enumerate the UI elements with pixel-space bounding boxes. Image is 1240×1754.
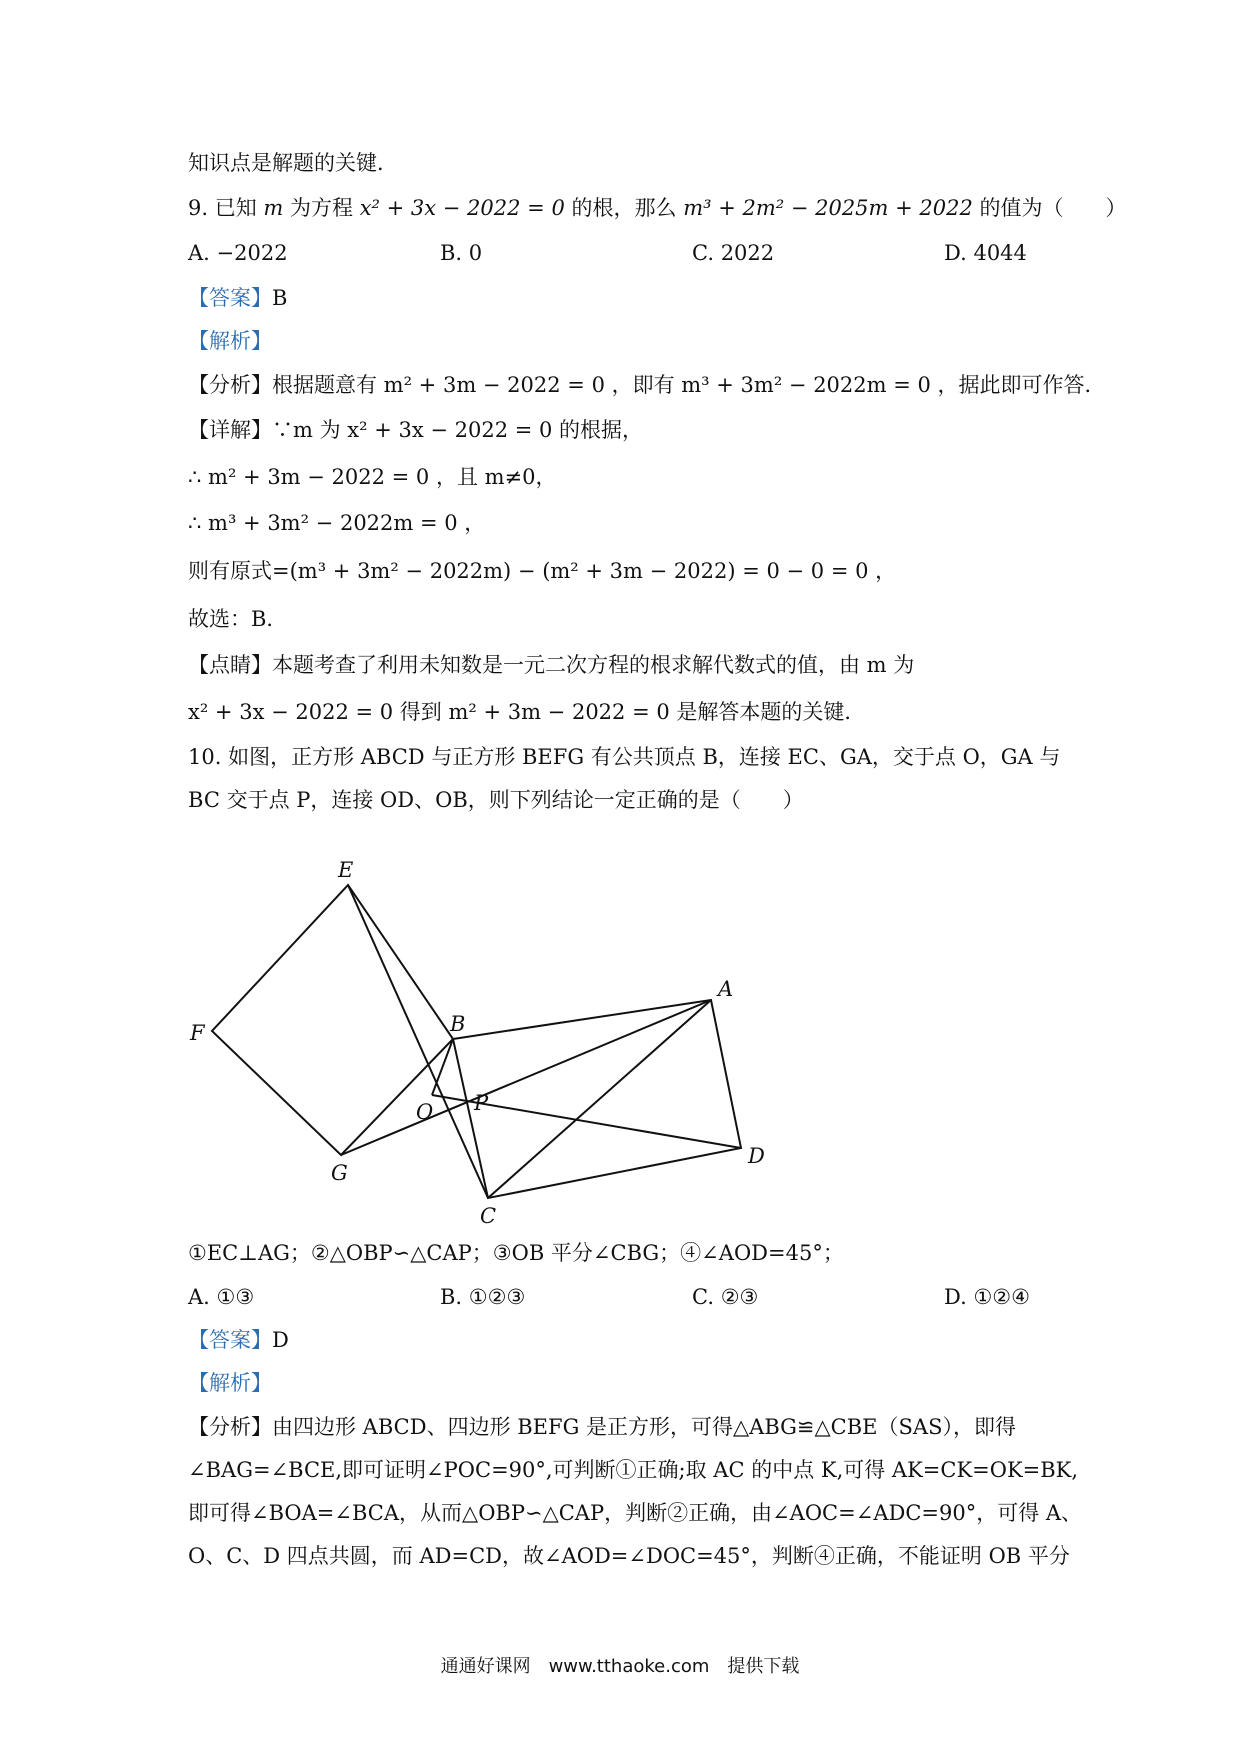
q10-statements: ①EC⊥AG；②△OBP∽△CAP；③OB 平分∠CBG；④∠AOD=45°； <box>188 1241 844 1265</box>
label-b: B <box>450 1012 466 1036</box>
label-a: A <box>718 977 734 1001</box>
q9-option-a: A. −2022 <box>188 241 288 265</box>
q9-expression: m³ + 2m² − 2025m + 2022 <box>683 196 973 220</box>
q10-fenxi-1: 【分析】由四边形 ABCD、四边形 BEFG 是正方形，可得△ABG≌△CBE（SAS），即得 <box>188 1415 1016 1439</box>
q9-option-b: B. 0 <box>440 241 483 265</box>
q10-answer: 【答案】D <box>188 1328 289 1352</box>
q9-equation: x² + 3x − 2022 = 0 <box>359 196 565 220</box>
q9-dianjing: 【点睛】本题考查了利用未知数是一元二次方程的根求解代数式的值，由 m 为 <box>188 653 915 677</box>
q9-answer: 【答案】B <box>188 286 288 310</box>
q10-stem-1: 10. 如图，正方形 ABCD 与正方形 BEFG 有公共顶点 B，连接 EC、GA，交于点 O，GA 与 <box>188 745 1061 769</box>
label-p: P <box>474 1091 489 1115</box>
q10-option-d: D. ①②④ <box>944 1285 1030 1309</box>
q10-option-a: A. ①③ <box>188 1285 255 1309</box>
label-o: O <box>416 1100 434 1124</box>
label-d: D <box>748 1144 765 1168</box>
label-f: F <box>190 1021 205 1045</box>
label-g: G <box>331 1161 348 1185</box>
q9-xiangjie: 【详解】∵m 为 x² + 3x − 2022 = 0 的根据， <box>188 418 644 442</box>
label-c: C <box>480 1204 497 1228</box>
q9-step3: 则有原式=(m³ + 3m² − 2022m) − (m² + 3m − 2022) = 0 − 0 = 0 ， <box>188 559 897 583</box>
q10-analysis-tag: 【解析】 <box>188 1371 272 1395</box>
q9-var: m <box>263 196 284 220</box>
q9-step1: ∴ m² + 3m − 2022 = 0 ，且 m≠0， <box>188 465 557 489</box>
q9-stem: 9. 已知 m 为方程 x² + 3x − 2022 = 0 的根，那么 m³ + 2m² − 2025m + 2022 的值为（ ） <box>188 196 1127 220</box>
q9-dianjing-2: x² + 3x − 2022 = 0 得到 m² + 3m − 2022 = 0 是解答本题的关键． <box>188 700 866 724</box>
q9-fenxi: 【分析】根据题意有 m² + 3m − 2022 = 0 ，即有 m³ + 3m² − 2022m = 0 ，据此即可作答． <box>188 373 1106 397</box>
segment-ob <box>432 1039 453 1095</box>
q9-step4: 故选：B． <box>188 607 288 631</box>
q10-option-c: C. ②③ <box>692 1285 759 1309</box>
q10-option-b: B. ①②③ <box>440 1285 526 1309</box>
page-footer: 通通好课网 www.tthaoke.com 提供下载 <box>440 1656 800 1677</box>
q9-step2: ∴ m³ + 3m² − 2022m = 0 ， <box>188 511 486 535</box>
label-e: E <box>338 858 354 882</box>
q10-fenxi-4: O、C、D 四点共圆，而 AD=CD，故∠AOD=∠DOC=45°，判断④正确，不能证明 OB 平分 <box>188 1544 1070 1568</box>
q9-number: 9. 已知 <box>188 196 257 220</box>
geometry-figure <box>188 835 788 1235</box>
q10-fenxi-2: ∠BAG=∠BCE,即可证明∠POC=90°,可判断①正确;取 AC 的中点 K,可得 AK=CK=OK=BK, <box>188 1458 1079 1482</box>
q9-option-d: D. 4044 <box>944 241 1027 265</box>
segment-ga <box>341 1000 711 1155</box>
q9-option-c: C. 2022 <box>692 241 775 265</box>
q10-stem-2: BC 交于点 P，连接 OD、OB，则下列结论一定正确的是（ ） <box>188 788 804 812</box>
square-abcd <box>453 1000 741 1198</box>
segment-ec <box>348 885 488 1198</box>
q9-analysis-tag: 【解析】 <box>188 329 272 353</box>
intro-text: 知识点是解题的关键． <box>188 151 398 175</box>
q10-fenxi-3: 即可得∠BOA=∠BCA，从而△OBP∽△CAP，判断②正确，由∠AOC=∠ADC=90°，可得 A、 <box>188 1501 1083 1525</box>
segment-ca <box>488 1000 711 1198</box>
